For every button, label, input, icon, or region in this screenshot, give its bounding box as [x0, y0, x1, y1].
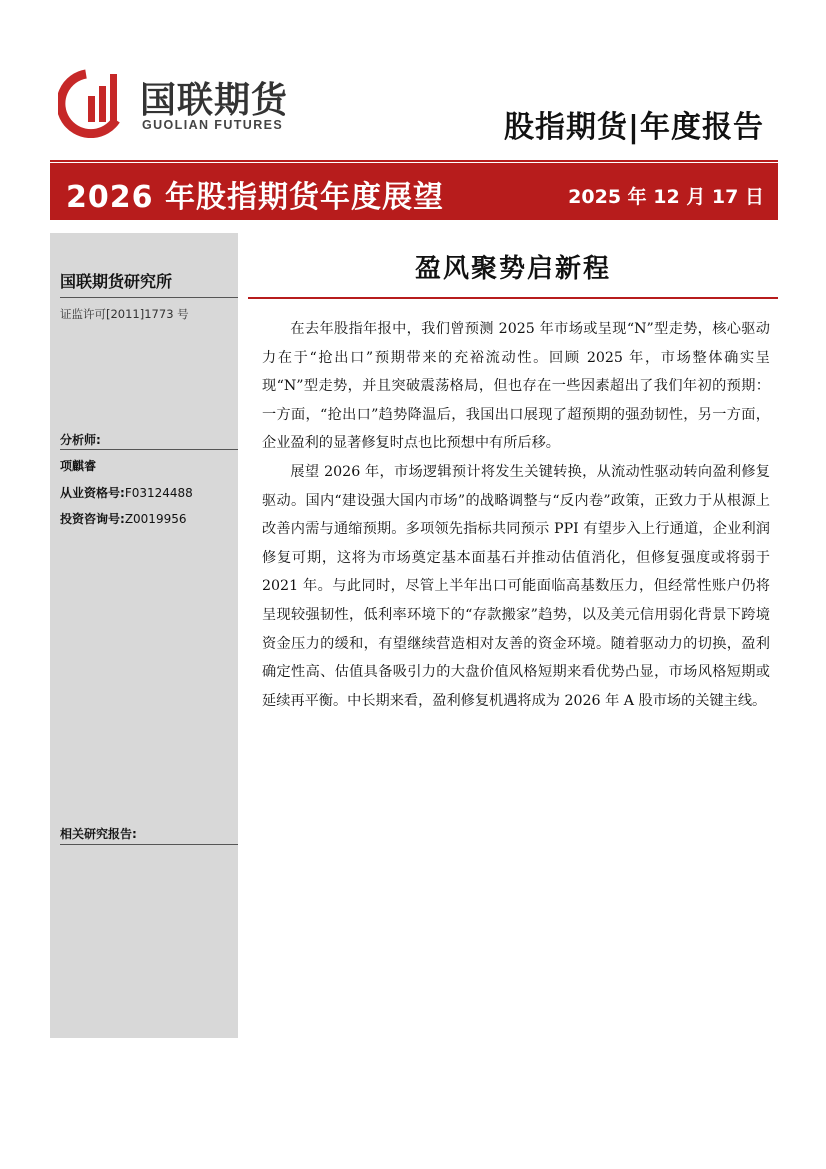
- main-heading: 盈风聚势启新程: [414, 254, 611, 284]
- body-paragraph: 展望 2026 年，市场逻辑预计将发生关键转换，从流动性驱动转向盈利修复驱动。国内“建设强大国内市场”的战略调整与“反内卷”政策，正致力于从根源上改善内需与通缩预期。多项领先指标共同预示 PPI 有望步入上行通道，企业利润修复可期，这将为市场奠定基本面基石并推动估值消化，但修复强度或将弱于 2021 年。与此同时，尽管上半年出口可能面临高基数压力，但经常性账户仍将呈现较强韧性，低利率环境下的“存款搬家”趋势，以及美元信用弱化背景下跨境资金压力的缓和，有望继续营造相对友善的资金环境。随着驱动力的切换，盈利确定性高、估值具备吸引力的大盘价值风格短期来看优势凸显，市场风格短期或延续再平衡。中长期来看，盈利修复机遇将成为 2026 年 A 股市场的关键主线。: [262, 463, 770, 709]
- title-banner: [50, 163, 778, 220]
- logo-mark-icon: [58, 66, 132, 138]
- banner-divider: [50, 160, 778, 162]
- logo-text-cn: 国联期货: [140, 80, 289, 121]
- sidebar-divider: [60, 297, 238, 298]
- consult-label: 投资咨询号:: [60, 512, 125, 526]
- company-logo: [58, 66, 318, 138]
- analyst-label: 分析师:: [60, 433, 101, 447]
- consult-row: [60, 510, 186, 527]
- report-body: [262, 315, 770, 715]
- analyst-name: 项麒睿: [60, 459, 97, 473]
- sidebar-divider: [60, 449, 238, 450]
- heading-divider: [248, 297, 778, 299]
- consult-value: Z0019956: [124, 512, 187, 526]
- report-type: 股指期货|年度报告: [504, 110, 764, 145]
- qualification-row: [60, 484, 193, 501]
- body-paragraph: 在去年股指年报中，我们曾预测 2025 年市场或呈现“N”型走势，核心驱动力在于“抢出口”预期带来的充裕流动性。回顾 2025 年，市场整体确实呈现“N”型走势，并且突破震荡格局，但也存在一些因素超出了我们年初的预期：一方面，“抢出口”趋势降温后，我国出口展现了超预期的强劲韧性，另一方面，企业盈利的显著修复时点也比预想中有所后移。: [262, 321, 770, 452]
- report-date: 2025 年 12 月 17 日: [568, 186, 764, 208]
- related-reports-label: 相关研究报告:: [60, 827, 137, 841]
- license-number: 证监许可[2011]1773 号: [60, 307, 189, 321]
- qualification-value: F03124488: [124, 486, 193, 500]
- logo-text-en: GUOLIAN FUTURES: [142, 118, 284, 132]
- institute-name: 国联期货研究所: [60, 272, 173, 291]
- sidebar: [50, 233, 238, 1038]
- report-title: 2026 年股指期货年度展望: [66, 180, 444, 215]
- qualification-label: 从业资格号:: [60, 486, 125, 500]
- sidebar-divider: [60, 844, 238, 845]
